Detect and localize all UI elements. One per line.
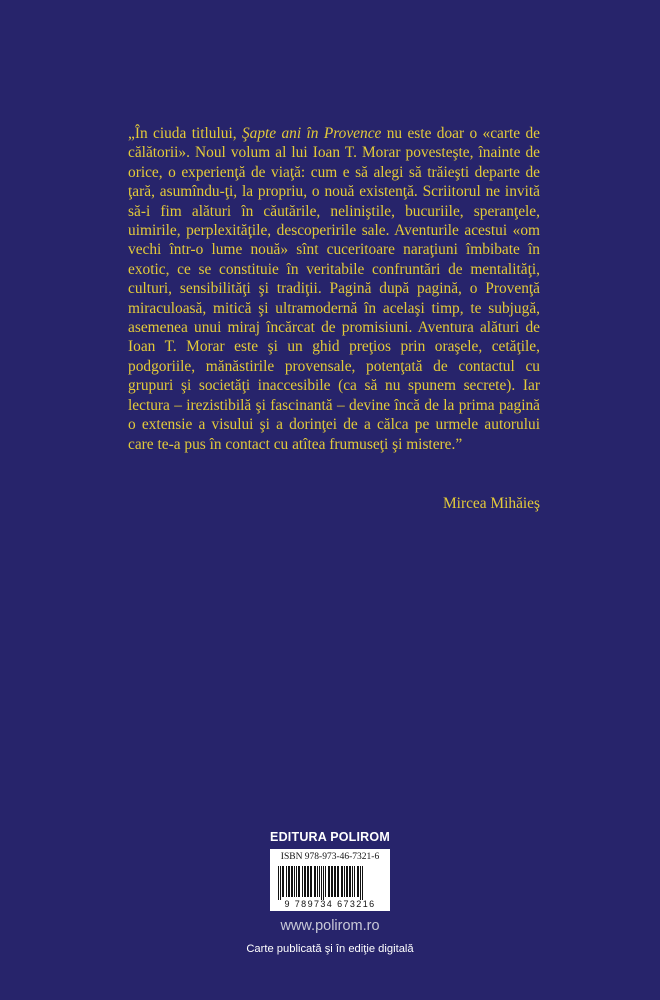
barcode-bar (307, 866, 309, 897)
quote-author: Mircea Mihăieş (442, 495, 540, 512)
barcode (270, 849, 390, 911)
barcode-bar (325, 866, 326, 897)
barcode-bar (286, 866, 287, 897)
barcode-bar (317, 866, 318, 897)
barcode-bar (314, 866, 316, 897)
barcode-bar (298, 866, 300, 897)
barcode-bar (337, 866, 339, 897)
blurb-body: nu este doar o «carte de călătorii». Noul volum al lui Ioan T. Morar povesteşte, înainte de orice, o experienţă de viaţă: cum e să alegi să trăieşti departe de ţară, asumîndu-ţi, la propriu, o nouă existenţă. Scriitorul ne invită să-i fim alături în căutările, neliniştile, bucuriile, speranţele, uimirile, perplexităţile, descoperirile sale. Aventurile acestui «om vechi într-o lume nouă» sînt cuceritoare naraţiuni îmbibate în exotic, ce se constituie în veritabile confruntări de mentalităţi, culturi, sensibilităţi şi tradiţii. Pagină după pagină, o Provenţă miraculoasă, mitică şi ultramodernă în acelaşi timp, te subjugă, asemenea unui miraj încărcat de promisiuni. Aventura alături de Ioan T. Morar este şi un ghid preţios prin oraşele, cetăţile, podgoriile, mănăstirile provensale, potenţată de contactul cu grupuri şi societăţi inaccesibile (ca să nu spunem secrete). Iar lectura – irezistibilă şi fascinantă – devine încă de la prima pagină o extensie a visului şi a dorinţei de a călca pe urmele autorului care te-a pus în contact cu atîtea frumuseţi şi mistere.” (128, 125, 540, 453)
barcode-bar (346, 866, 348, 897)
barcode-bar (278, 866, 279, 900)
barcode-bar (357, 866, 359, 897)
digital-edition-note: Carte publicată şi în ediţie digitală (246, 943, 414, 955)
barcode-bar (296, 866, 297, 897)
barcode-bar (302, 866, 303, 897)
book-title: Şapte ani în Provence (241, 125, 382, 142)
barcode-bar (319, 866, 320, 897)
barcode-bar (328, 866, 330, 897)
barcode-bar (331, 866, 333, 897)
isbn-number: ISBN 978-973-46-7321-6 (280, 852, 380, 862)
barcode-bar (321, 866, 322, 900)
barcode-bar (291, 866, 293, 897)
barcode-bar (294, 866, 295, 897)
barcode-bar (310, 866, 312, 897)
barcode-bars (276, 866, 386, 900)
barcode-bar (360, 866, 361, 900)
barcode-bar (344, 866, 345, 897)
barcode-bar (288, 866, 290, 897)
barcode-bar (280, 866, 281, 900)
barcode-bar (304, 866, 306, 897)
barcode-bar (334, 866, 336, 897)
barcode-bar (349, 866, 351, 897)
barcode-bar (354, 866, 355, 897)
barcode-bar (341, 866, 343, 897)
blurb-quote (128, 124, 540, 454)
barcode-bar (282, 866, 284, 897)
barcode-bar (362, 866, 363, 900)
barcode-bar (323, 866, 324, 900)
website-link[interactable]: www.polirom.ro (280, 918, 380, 934)
publisher-name: EDITURA POLIROM (270, 830, 390, 844)
barcode-bar (352, 866, 353, 897)
blurb-opening: „În ciuda titlului, (128, 125, 242, 142)
ean-digits: 9 789734 673216 (284, 899, 376, 909)
